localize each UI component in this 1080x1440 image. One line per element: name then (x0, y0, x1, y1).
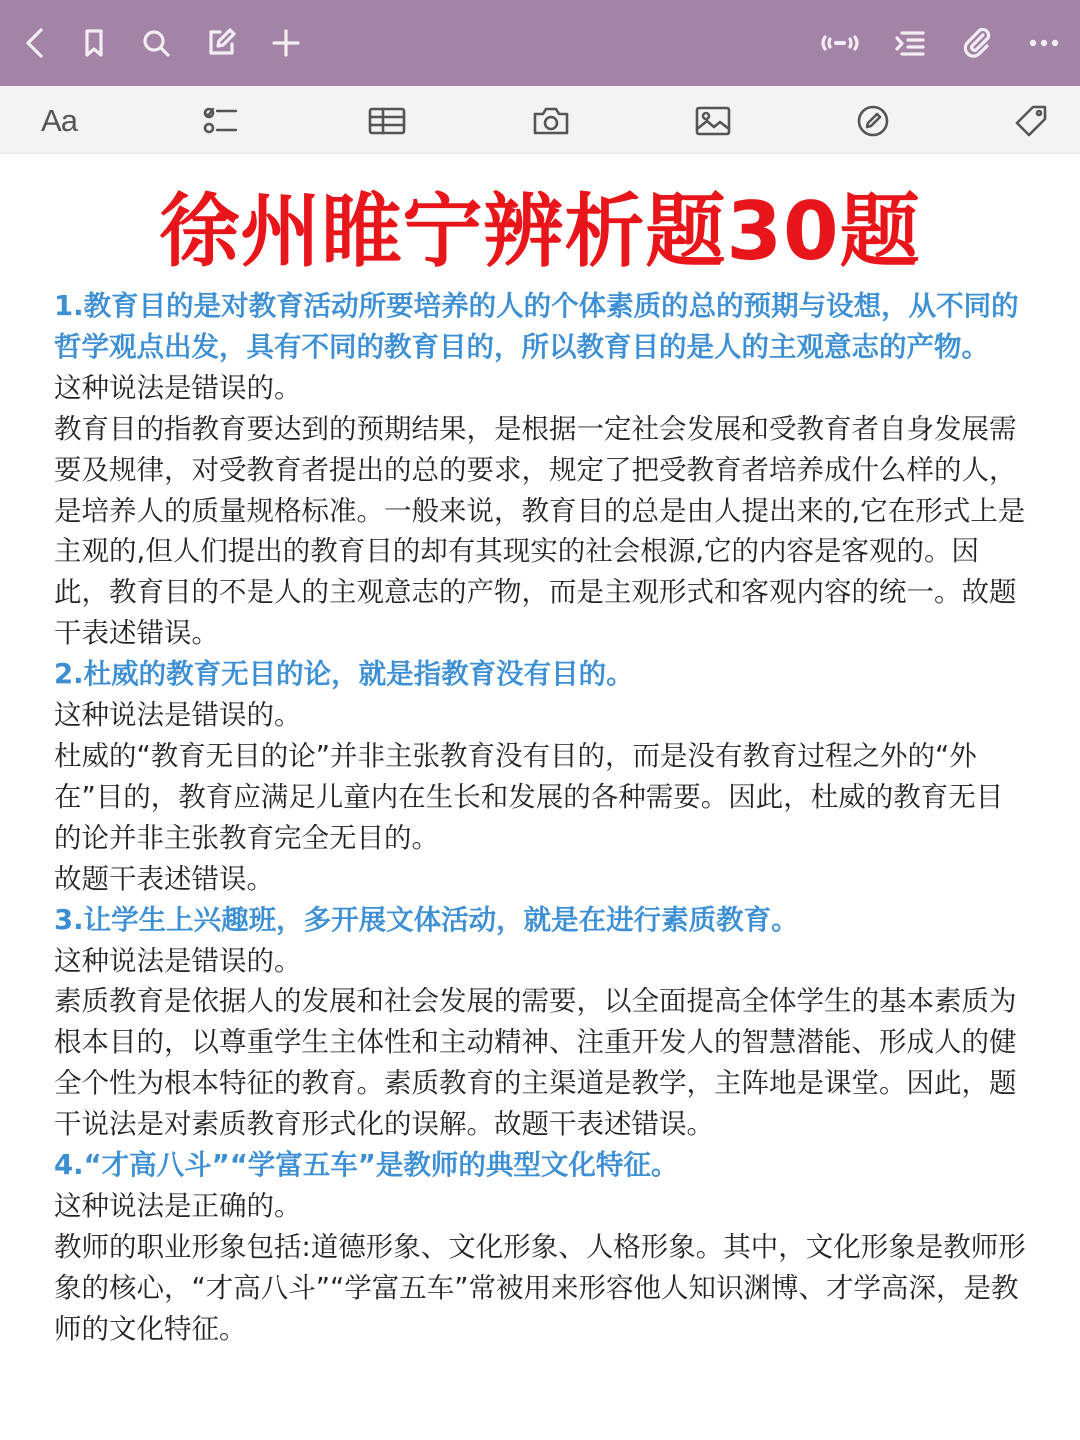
conclusion-2: 故题干表述错误。 (54, 862, 274, 895)
top-nav-bar (0, 0, 1080, 86)
back-icon[interactable] (16, 23, 56, 63)
add-icon[interactable] (266, 23, 306, 63)
more-icon[interactable] (1024, 23, 1064, 63)
checklist-icon[interactable] (200, 100, 242, 142)
pen-icon[interactable] (852, 100, 894, 142)
image-icon[interactable] (692, 100, 734, 142)
attachment-icon[interactable] (958, 23, 998, 63)
explanation-2: 杜威的“教育无目的论”并非主张教育没有目的，而是没有教育过程之外的“外在”目的，教育应满足儿童内在生长和发展的各种需要。因此，杜威的教育无目的论并非主张教育完全无目的。 (54, 739, 1004, 854)
tag-icon[interactable] (1010, 100, 1052, 142)
explanation-1: 教育目的指教育要达到的预期结果，是根据一定社会发展和受教育者自身发展需要及规律，对受教育者提出的总的要求，规定了把受教育者培养成什么样的人，是培养人的质量规格标准。一般来说，教育目的总是由人提出来的,它在形式上是主观的,但人们提出的教育目的却有其现实的社会根源,它的内容是客观的。因此，教育目的不是人的主观意志的产物，而是主观形式和客观内容的统一。故题干表述错误。 (54, 412, 1026, 650)
format-toolbar (0, 86, 1080, 154)
table-icon[interactable] (366, 100, 408, 142)
question-2: 2.杜威的教育无目的论，就是指教育没有目的。 (54, 658, 634, 691)
camera-icon[interactable] (530, 100, 572, 142)
question-4: 4.“才高八斗”“学富五车”是教师的典型文化特征。 (54, 1149, 679, 1182)
text-format-button[interactable] (36, 100, 82, 142)
audio-icon[interactable] (818, 23, 862, 63)
explanation-4: 教师的职业形象包括:道德形象、文化形象、人格形象。其中，文化形象是教师形象的核心，“才高八斗”“学富五车”常被用来形容他人知识渊博、才学高深，是教师的文化特征。 (54, 1230, 1026, 1345)
bookmark-icon[interactable] (74, 23, 114, 63)
question-3: 3.让学生上兴趣班，多开展文体活动，就是在进行素质教育。 (54, 903, 799, 936)
text-format-label: Aa (41, 103, 77, 138)
question-1: 1.教育目的是对教育活动所要培养的人的个体素质的总的预期与设想，从不同的哲学观点出发，具有不同的教育目的，所以教育目的是人的主观意志的产物。 (54, 290, 1019, 363)
search-icon[interactable] (136, 23, 176, 63)
verdict-3: 这种说法是错误的。 (54, 944, 302, 977)
explanation-3: 素质教育是依据人的发展和社会发展的需要，以全面提高全体学生的基本素质为根本目的，以尊重学生主体性和主动精神、注重开发人的智慧潜能、形成人的健全个性为根本特征的教育。素质教育的主渠道是教学，主阵地是课堂。因此，题干说法是对素质教育形式化的误解。故题干表述错误。 (54, 985, 1017, 1141)
page-title: 徐州睢宁辨析题30题 (159, 185, 921, 278)
edit-icon[interactable] (201, 23, 241, 63)
note-body (0, 280, 1080, 1350)
note-content[interactable] (0, 154, 1080, 1350)
verdict-1: 这种说法是错误的。 (54, 371, 302, 404)
verdict-4: 这种说法是正确的。 (54, 1189, 302, 1222)
verdict-2: 这种说法是错误的。 (54, 699, 302, 732)
list-icon[interactable] (890, 23, 930, 63)
